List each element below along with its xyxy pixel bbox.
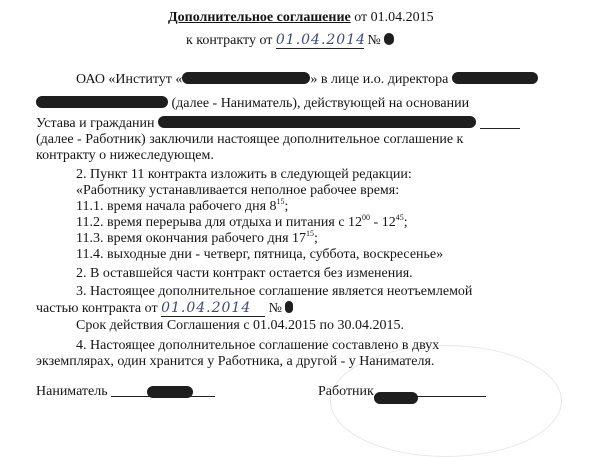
clause-text: 11.3. время окончания рабочего дня 17	[76, 231, 307, 246]
preamble-line-3	[36, 116, 520, 132]
employer-signature-line	[36, 384, 215, 400]
contract-date-handwritten-2: 01.04.2014	[161, 300, 265, 317]
contract-reference-line	[186, 32, 394, 49]
clause-11-1: 11.1. время начала рабочего дня $8^{15}$;	[76, 197, 289, 214]
preamble-text: (далее - Работник) заключили настоящее дополнительное соглашение к	[36, 132, 464, 147]
employer-label: Наниматель	[36, 384, 108, 399]
redacted-institute-name	[182, 72, 310, 84]
employee-label: Работник	[318, 384, 374, 399]
redacted-employee-name	[158, 116, 476, 128]
preamble-text: (далее - Наниматель), действующей на основании	[171, 96, 470, 111]
redacted-contract-number	[384, 33, 394, 45]
redacted-director-name	[36, 96, 168, 108]
time-minutes: 00	[362, 213, 371, 222]
clause-text: Срок действия Соглашения с 01.04.2015 по 30.04.2015.	[76, 318, 405, 333]
time-minutes: 45	[395, 213, 404, 222]
document-date: от 01.04.2015	[354, 10, 434, 25]
preamble-text: ОАО «Институт «	[76, 72, 183, 87]
clause-11-2: 11.2. время перерыва для отдыха и питания с $12^{00} - 12^{45}$;	[76, 213, 408, 230]
time-minutes: 15	[276, 197, 285, 206]
clause-2-intro	[76, 183, 399, 199]
clause-text: 11.2. время перерыва для отдыха и питания с 12	[76, 215, 363, 230]
contract-number-sign: №	[268, 301, 282, 316]
document-title: Дополнительное соглашение	[168, 10, 351, 25]
preamble-line-2	[36, 96, 566, 112]
preamble-text: контракту о нижеследующем.	[36, 148, 214, 163]
clause-text: 4. Настоящее дополнительное соглашение составлено в двух	[76, 338, 440, 353]
clause-text: 2. Пункт 11 контракта изложить в следующей редакции:	[76, 167, 412, 182]
clause-2	[76, 167, 412, 183]
employee-name-underline	[480, 128, 520, 129]
clause-3-line-1	[76, 284, 472, 300]
clause-text: 3. Настоящее дополнительное соглашение является неотъемлемой	[76, 284, 473, 299]
clause-11-4	[76, 247, 443, 263]
preamble-line-5	[36, 148, 214, 164]
redacted-employer-signature	[147, 386, 193, 398]
clause-3-line-2	[36, 300, 293, 317]
preamble-text: Устава и гражданин	[36, 116, 155, 131]
clause-text: 11.1. время начала рабочего дня 8	[76, 199, 277, 214]
clause-text: экземплярах, один хранится у Работника, а другой - у Нанимателя.	[36, 354, 435, 369]
clause-text: 2. В оставшейся части контракт остается без изменения.	[76, 266, 413, 281]
clause-text: «Работнику устанавливается неполное рабочее время:	[76, 183, 400, 198]
employer-signature-underline	[111, 396, 215, 397]
clause-2b	[76, 266, 413, 282]
clause-4-line-1	[76, 338, 439, 354]
clause-text: частью контракта от	[36, 301, 158, 316]
clause-11-3: 11.3. время окончания рабочего дня $17^{15}$;	[76, 229, 318, 246]
redacted-contract-number-2	[285, 301, 293, 313]
contract-number-sign: №	[367, 33, 381, 48]
time-minutes: 15	[306, 229, 315, 238]
clause-text: - 12	[370, 215, 396, 230]
preamble-line-4	[36, 132, 463, 148]
document-title-line	[168, 10, 434, 26]
preamble-line-1	[76, 72, 538, 88]
contract-prefix: к контракту от	[186, 33, 273, 48]
contract-date-handwritten: 01.04.2014	[275, 32, 367, 48]
clause-text: 11.4. выходные дни - четверг, пятница, суббота, воскресенье»	[76, 247, 444, 262]
agreement-term	[76, 318, 404, 334]
preamble-text: » в лице и.о. директора	[310, 72, 449, 87]
faint-stamp-outline	[330, 345, 562, 457]
redacted-director-surname	[452, 72, 538, 84]
